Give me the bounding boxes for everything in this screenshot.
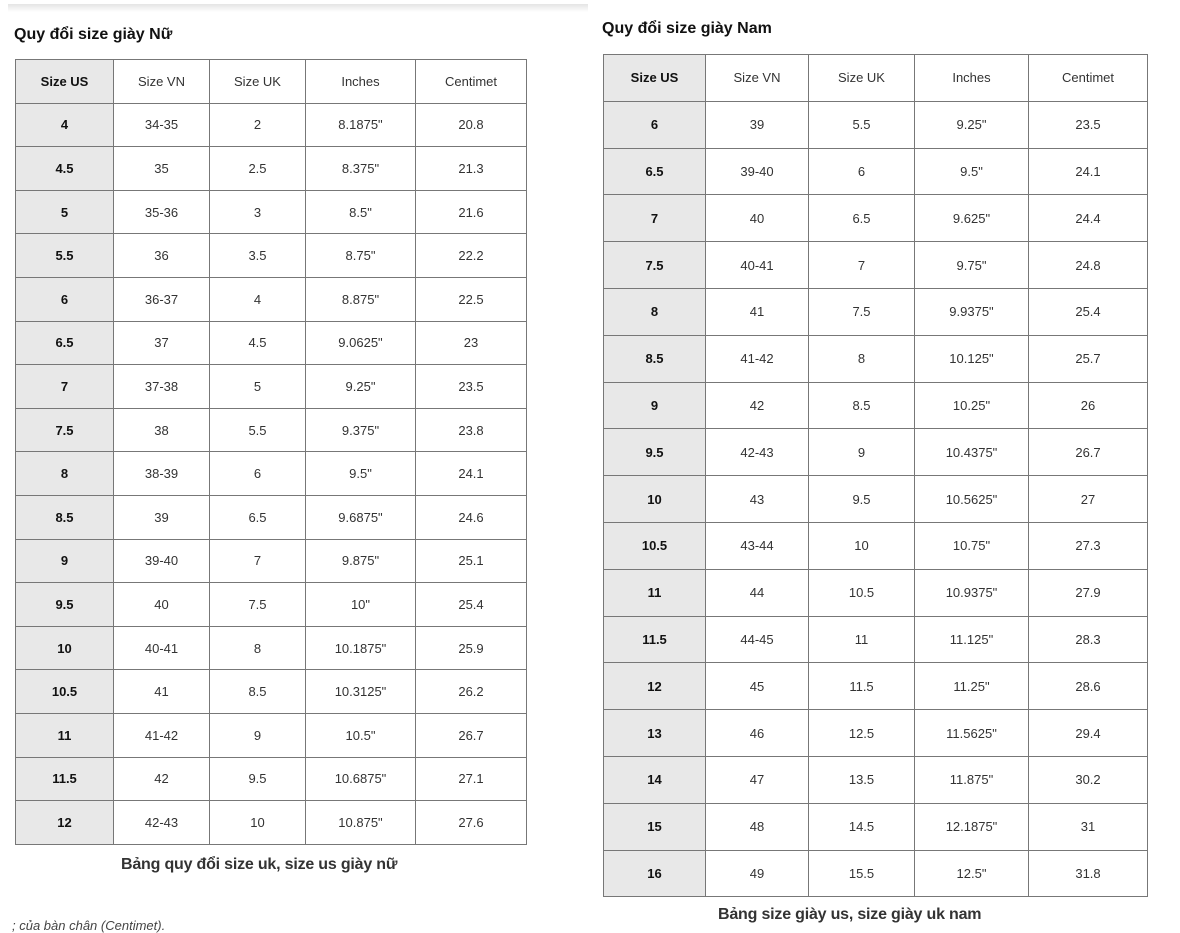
cell-inches: 11.125" [915, 616, 1029, 663]
cell-size-vn: 36 [114, 234, 210, 278]
cell-inches: 8.375" [306, 147, 416, 191]
cell-centimet: 21.6 [416, 190, 527, 234]
cell-inches: 9.25" [915, 101, 1029, 148]
cell-size-us: 9 [604, 382, 706, 429]
cell-inches: 10.1875" [306, 626, 416, 670]
cell-size-vn: 42 [706, 382, 809, 429]
cell-size-us: 6.5 [16, 321, 114, 365]
cell-size-vn: 43-44 [706, 522, 809, 569]
table-row [604, 242, 1148, 289]
cell-centimet: 31 [1029, 803, 1148, 850]
cell-inches: 8.1875" [306, 103, 416, 147]
cell-size-vn: 38 [114, 408, 210, 452]
table-row [16, 103, 527, 147]
cell-size-us: 4 [16, 103, 114, 147]
cell-size-vn: 35-36 [114, 190, 210, 234]
table-row [16, 713, 527, 757]
cell-centimet: 25.1 [416, 539, 527, 583]
cell-size-uk: 6.5 [809, 195, 915, 242]
cut-off-text-fragment: ; của bàn chân (Centimet). [12, 918, 166, 933]
cell-size-vn: 39-40 [706, 148, 809, 195]
cell-size-uk: 4 [210, 277, 306, 321]
header-inches: Inches [306, 60, 416, 104]
cell-centimet: 20.8 [416, 103, 527, 147]
cell-size-uk: 3 [210, 190, 306, 234]
cell-centimet: 24.1 [416, 452, 527, 496]
cell-size-us: 7.5 [16, 408, 114, 452]
cell-centimet: 27.6 [416, 801, 527, 845]
men-size-panel [594, 4, 1178, 932]
cell-inches: 10.25" [915, 382, 1029, 429]
cell-size-vn: 47 [706, 756, 809, 803]
cell-size-vn: 34-35 [114, 103, 210, 147]
cell-size-us: 11 [604, 569, 706, 616]
cell-size-us: 10.5 [604, 522, 706, 569]
cell-inches: 10" [306, 583, 416, 627]
table-row [604, 616, 1148, 663]
cell-inches: 9.875" [306, 539, 416, 583]
cell-size-vn: 40-41 [706, 242, 809, 289]
cell-size-us: 8.5 [604, 335, 706, 382]
cell-size-us: 15 [604, 803, 706, 850]
cell-centimet: 30.2 [1029, 756, 1148, 803]
cell-centimet: 26 [1029, 382, 1148, 429]
table-row [604, 663, 1148, 710]
cell-size-vn: 38-39 [114, 452, 210, 496]
cell-centimet: 24.4 [1029, 195, 1148, 242]
cell-centimet: 29.4 [1029, 710, 1148, 757]
women-table-caption: Bảng quy đổi size uk, size us giày nữ [121, 856, 398, 873]
cell-size-vn: 39-40 [114, 539, 210, 583]
cell-centimet: 25.9 [416, 626, 527, 670]
cell-size-us: 6.5 [604, 148, 706, 195]
cell-size-uk: 6 [210, 452, 306, 496]
cell-size-us: 12 [604, 663, 706, 710]
cell-size-vn: 36-37 [114, 277, 210, 321]
table-row [604, 288, 1148, 335]
cell-inches: 10.5" [306, 713, 416, 757]
header-size-uk: Size UK [210, 60, 306, 104]
cell-size-us: 5.5 [16, 234, 114, 278]
cell-inches: 9.6875" [306, 495, 416, 539]
cell-size-us: 12 [16, 801, 114, 845]
cell-centimet: 24.6 [416, 495, 527, 539]
cell-size-us: 7 [604, 195, 706, 242]
cell-size-vn: 41 [706, 288, 809, 335]
cell-inches: 11.875" [915, 756, 1029, 803]
cell-size-uk: 5.5 [809, 101, 915, 148]
cell-size-us: 16 [604, 850, 706, 897]
cell-size-uk: 10.5 [809, 569, 915, 616]
cell-size-uk: 8 [809, 335, 915, 382]
cell-inches: 9.5" [306, 452, 416, 496]
table-row [604, 803, 1148, 850]
cell-size-us: 14 [604, 756, 706, 803]
cell-size-us: 8.5 [16, 495, 114, 539]
men-table-caption: Bảng size giày us, size giày uk nam [718, 906, 982, 923]
cell-size-us: 11.5 [16, 757, 114, 801]
cell-size-uk: 13.5 [809, 756, 915, 803]
table-row [16, 277, 527, 321]
cell-size-us: 10.5 [16, 670, 114, 714]
cell-size-us: 7.5 [604, 242, 706, 289]
cell-size-vn: 44 [706, 569, 809, 616]
table-row [16, 670, 527, 714]
header-size-vn: Size VN [706, 55, 809, 102]
cell-size-uk: 5 [210, 365, 306, 409]
cell-size-uk: 9 [809, 429, 915, 476]
cell-inches: 10.75" [915, 522, 1029, 569]
cell-centimet: 23.5 [416, 365, 527, 409]
cell-size-us: 8 [604, 288, 706, 335]
table-row [604, 382, 1148, 429]
table-row [16, 234, 527, 278]
table-row [604, 335, 1148, 382]
men-table-title: Quy đổi size giày Nam [602, 20, 772, 37]
table-row [604, 710, 1148, 757]
cell-size-uk: 10 [809, 522, 915, 569]
cell-size-vn: 41-42 [706, 335, 809, 382]
cell-centimet: 25.4 [416, 583, 527, 627]
cell-centimet: 27.9 [1029, 569, 1148, 616]
cell-inches: 10.875" [306, 801, 416, 845]
cell-inches: 9.375" [306, 408, 416, 452]
cell-size-vn: 37 [114, 321, 210, 365]
cell-size-us: 7 [16, 365, 114, 409]
men-size-table [603, 54, 1148, 897]
cell-size-us: 10 [16, 626, 114, 670]
table-header-row [604, 55, 1148, 102]
cell-size-uk: 10 [210, 801, 306, 845]
cell-size-vn: 43 [706, 476, 809, 523]
women-size-panel [8, 6, 590, 932]
women-table-title: Quy đổi size giày Nữ [14, 26, 173, 43]
cell-centimet: 27 [1029, 476, 1148, 523]
cell-centimet: 23.5 [1029, 101, 1148, 148]
men-table-body [604, 101, 1148, 897]
cell-size-us: 8 [16, 452, 114, 496]
cell-size-uk: 11.5 [809, 663, 915, 710]
cell-inches: 10.3125" [306, 670, 416, 714]
cell-inches: 8.75" [306, 234, 416, 278]
table-row [16, 757, 527, 801]
cell-size-us: 11.5 [604, 616, 706, 663]
cell-size-us: 9 [16, 539, 114, 583]
table-row [604, 195, 1148, 242]
table-header-row [16, 60, 527, 104]
cell-inches: 12.5" [915, 850, 1029, 897]
table-row [604, 522, 1148, 569]
cell-size-vn: 46 [706, 710, 809, 757]
cell-inches: 10.9375" [915, 569, 1029, 616]
cell-size-us: 13 [604, 710, 706, 757]
cell-inches: 9.25" [306, 365, 416, 409]
table-row [604, 148, 1148, 195]
cell-size-vn: 39 [114, 495, 210, 539]
table-row [16, 495, 527, 539]
cell-centimet: 25.7 [1029, 335, 1148, 382]
cell-centimet: 27.1 [416, 757, 527, 801]
cell-inches: 9.75" [915, 242, 1029, 289]
cell-size-vn: 48 [706, 803, 809, 850]
table-row [16, 539, 527, 583]
table-row [604, 476, 1148, 523]
women-table-body [16, 103, 527, 844]
cell-size-vn: 40 [706, 195, 809, 242]
header-size-uk: Size UK [809, 55, 915, 102]
cell-inches: 10.4375" [915, 429, 1029, 476]
cell-centimet: 22.5 [416, 277, 527, 321]
cell-centimet: 23.8 [416, 408, 527, 452]
cell-inches: 10.125" [915, 335, 1029, 382]
cell-size-us: 5 [16, 190, 114, 234]
table-row [16, 190, 527, 234]
cell-inches: 9.9375" [915, 288, 1029, 335]
header-inches: Inches [915, 55, 1029, 102]
cell-size-us: 10 [604, 476, 706, 523]
cell-size-uk: 5.5 [210, 408, 306, 452]
header-size-us: Size US [16, 60, 114, 104]
cell-size-vn: 42-43 [114, 801, 210, 845]
cell-size-uk: 3.5 [210, 234, 306, 278]
cell-size-vn: 41 [114, 670, 210, 714]
cell-size-uk: 15.5 [809, 850, 915, 897]
table-row [16, 321, 527, 365]
cell-size-uk: 6 [809, 148, 915, 195]
cell-inches: 9.0625" [306, 321, 416, 365]
table-row [604, 850, 1148, 897]
cell-size-uk: 7 [210, 539, 306, 583]
cell-size-uk: 9.5 [210, 757, 306, 801]
cell-size-uk: 7 [809, 242, 915, 289]
cell-centimet: 26.2 [416, 670, 527, 714]
cell-size-uk: 2.5 [210, 147, 306, 191]
table-row [16, 365, 527, 409]
table-row [604, 569, 1148, 616]
table-row [16, 147, 527, 191]
cell-inches: 10.5625" [915, 476, 1029, 523]
table-row [604, 429, 1148, 476]
header-size-vn: Size VN [114, 60, 210, 104]
table-row [16, 801, 527, 845]
table-row [16, 583, 527, 627]
table-row [16, 408, 527, 452]
cell-inches: 8.5" [306, 190, 416, 234]
cell-centimet: 28.6 [1029, 663, 1148, 710]
cell-size-uk: 11 [809, 616, 915, 663]
cell-size-us: 6 [16, 277, 114, 321]
cell-size-uk: 4.5 [210, 321, 306, 365]
cell-centimet: 28.3 [1029, 616, 1148, 663]
cell-inches: 11.25" [915, 663, 1029, 710]
cell-size-us: 4.5 [16, 147, 114, 191]
cell-centimet: 22.2 [416, 234, 527, 278]
table-row [604, 101, 1148, 148]
cell-size-vn: 42-43 [706, 429, 809, 476]
cell-centimet: 25.4 [1029, 288, 1148, 335]
cell-size-vn: 45 [706, 663, 809, 710]
cell-size-uk: 8.5 [210, 670, 306, 714]
cell-centimet: 24.1 [1029, 148, 1148, 195]
cell-size-uk: 2 [210, 103, 306, 147]
cell-centimet: 27.3 [1029, 522, 1148, 569]
cell-size-uk: 8.5 [809, 382, 915, 429]
cell-inches: 11.5625" [915, 710, 1029, 757]
cell-size-vn: 42 [114, 757, 210, 801]
cell-centimet: 31.8 [1029, 850, 1148, 897]
header-size-us: Size US [604, 55, 706, 102]
cell-size-uk: 7.5 [210, 583, 306, 627]
cell-size-vn: 40-41 [114, 626, 210, 670]
table-row [16, 452, 527, 496]
cell-inches: 12.1875" [915, 803, 1029, 850]
cell-inches: 9.5" [915, 148, 1029, 195]
cell-size-vn: 39 [706, 101, 809, 148]
cell-centimet: 26.7 [416, 713, 527, 757]
women-size-table [15, 59, 527, 845]
table-row [604, 756, 1148, 803]
cell-size-uk: 7.5 [809, 288, 915, 335]
cell-size-uk: 9.5 [809, 476, 915, 523]
cell-size-uk: 12.5 [809, 710, 915, 757]
cell-size-vn: 40 [114, 583, 210, 627]
cell-size-us: 11 [16, 713, 114, 757]
cell-inches: 8.875" [306, 277, 416, 321]
cell-size-uk: 14.5 [809, 803, 915, 850]
cell-size-us: 9.5 [604, 429, 706, 476]
cell-size-uk: 9 [210, 713, 306, 757]
header-centimet: Centimet [416, 60, 527, 104]
cell-centimet: 26.7 [1029, 429, 1148, 476]
cell-centimet: 21.3 [416, 147, 527, 191]
cell-size-vn: 49 [706, 850, 809, 897]
header-centimet: Centimet [1029, 55, 1148, 102]
cell-size-us: 9.5 [16, 583, 114, 627]
cell-inches: 9.625" [915, 195, 1029, 242]
cell-size-us: 6 [604, 101, 706, 148]
cell-inches: 10.6875" [306, 757, 416, 801]
cell-centimet: 24.8 [1029, 242, 1148, 289]
cell-centimet: 23 [416, 321, 527, 365]
cell-size-vn: 41-42 [114, 713, 210, 757]
cell-size-vn: 35 [114, 147, 210, 191]
cell-size-uk: 8 [210, 626, 306, 670]
cell-size-vn: 44-45 [706, 616, 809, 663]
cell-size-vn: 37-38 [114, 365, 210, 409]
cell-size-uk: 6.5 [210, 495, 306, 539]
table-row [16, 626, 527, 670]
